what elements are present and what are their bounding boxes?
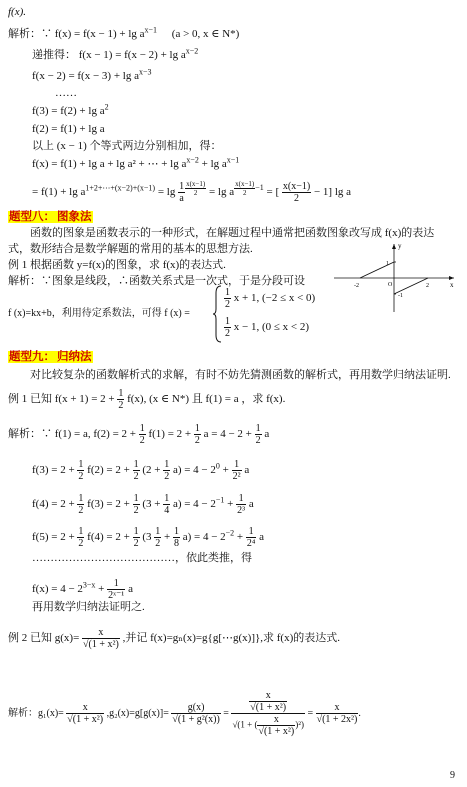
frac-compound: $\frac{x}{\text{√(1 + x²)}}$ √(1 + ( $\frac{x}{\text{√(1 + x²)}}$ )²) bbox=[232, 690, 304, 737]
line-ellipsis: …… bbox=[55, 87, 77, 99]
result-f: − 1] lg a bbox=[311, 186, 352, 198]
y-axis-arrow-icon bbox=[392, 244, 396, 249]
section-9-para: 对比较复杂的函数解析式的求解，有时不妨先猜测函数的解析式，再用数学归纳法证明. bbox=[30, 369, 451, 381]
frac-one-over-a: $\frac{1}{a}$ bbox=[179, 180, 185, 204]
piecewise-intro: f (x)=kx+b，利用待定系数法，可得 f (x) = bbox=[8, 308, 190, 319]
result-d: = lg a bbox=[206, 186, 235, 198]
section-9-example-2: 例 2 已知 g(x)= $\frac{x}{\text{√(1 + x²)}}$ ,并记 f(x)=gₙ(x)=g{g[⋯g(x)]},求 f(x)的表达式. bbox=[8, 627, 341, 650]
step-f3: f(3) = 2 + $\frac{1}{2}$ f(2) = 2 + $\frac{1}{2}$ (2 + $\frac{1}{2}$ $a) = 4 - 2^0$ + $\frac{1}{\text{2²}}$ a bbox=[32, 459, 250, 482]
section-9-example-1: 例 1 已知 f(x + 1) = 2 + $\frac{1}{2}$ f(x), (x ∈ N*) 且 f(1) = a ，求 f(x). bbox=[8, 388, 286, 411]
x-axis-label: x bbox=[450, 281, 454, 289]
origin-label: O bbox=[388, 282, 393, 288]
frac-g: $\frac{x}{\text{√(1 + x²)}}$ bbox=[83, 627, 119, 650]
f3-exp: 2 bbox=[104, 102, 109, 112]
sum-exp-1: x−2 bbox=[186, 155, 199, 165]
line-f3 bbox=[32, 104, 109, 118]
result-exp-frac-2: x(x−1) 2 −1 bbox=[235, 180, 264, 197]
line-result bbox=[32, 180, 351, 204]
section-8-label: 题型八： bbox=[9, 211, 55, 223]
step-dots: …………………………………，依此类推，得 bbox=[32, 552, 252, 564]
section-8-heading bbox=[8, 210, 93, 224]
section-9-label: 题型九： bbox=[9, 351, 55, 363]
line-step-2 bbox=[32, 69, 152, 83]
step-f5: f(5) = 2 + $\frac{1}{2}$ f(4) = 2 + $\frac{1}{2}$ (3 $\frac{1}{2}$ + $\frac{1}{8}$ $a) = 4 - 2^{-2}$ + $\frac{1}{\text{2⁴}}$ a bbox=[32, 526, 265, 549]
line-summation-note: 以上 (x − 1) 个等式两边分别相加，得： bbox=[32, 140, 222, 152]
x-axis-arrow-icon bbox=[449, 276, 454, 280]
line-f2: f(2) = f(1) + lg a bbox=[32, 123, 105, 135]
page-number: 9 bbox=[450, 770, 455, 781]
section-8-example: 例 1 根据函数 y=f(x)的图象，求 f(x)的表达式. bbox=[8, 259, 226, 271]
result-a: = f(1) + lg a bbox=[32, 186, 86, 198]
line-fx: f(x). bbox=[8, 6, 27, 18]
step-proof: 再用数学归纳法证明之. bbox=[32, 601, 145, 613]
piecewise-brace bbox=[213, 285, 223, 348]
sum-text: f(x) = f(1) + lg a + lg a² + ⋯ + lg a bbox=[32, 158, 187, 170]
result-e: = [ bbox=[263, 186, 280, 198]
sum-mid: + lg a bbox=[198, 158, 227, 170]
y-axis-label: y bbox=[398, 242, 402, 250]
section-8-title: 图象法 bbox=[57, 211, 92, 223]
step-2-exp: x−3 bbox=[138, 67, 152, 77]
sum-exp-2: x−1 bbox=[226, 155, 240, 165]
step-f2: 解析：∵ f(1) = a, f(2) = 2 + $\frac{1}{2}$ f(1) = 2 + $\frac{1}{2}$ a = 4 − 2 + $\frac{1}{2}$ a bbox=[8, 423, 270, 446]
tick-neg1: -1 bbox=[398, 293, 403, 299]
section-9-heading bbox=[8, 350, 93, 364]
line-sum bbox=[32, 157, 239, 171]
step-2-text: f(x − 2) = f(x − 3) + lg a bbox=[32, 70, 139, 82]
line-step-1 bbox=[32, 48, 198, 62]
piecewise-graph bbox=[330, 240, 460, 315]
recurrence-text: 解析：∵ f(x) = f(x − 1) + lg a bbox=[8, 28, 145, 40]
section-8-para-2: 式，数形结合是数学解题的常用的基本的思想方法. bbox=[8, 243, 253, 255]
segment-right bbox=[394, 278, 428, 294]
step-1-text: 递推得： f(x − 1) = f(x − 2) + lg a bbox=[32, 49, 186, 61]
step-1-exp: x−2 bbox=[185, 46, 199, 56]
frac-xx1: $\frac{x(x-1)}{2}$ bbox=[282, 180, 311, 204]
frac-half: $\frac{1}{2}$ bbox=[118, 388, 124, 411]
step-f4: f(4) = 2 + $\frac{1}{2}$ f(3) = 2 + $\frac{1}{2}$ (3 + $\frac{1}{4}$ $a) = 4 - 2^{-1}$ + $\frac{1}{\text{2³}}$ a bbox=[32, 493, 254, 516]
frac-half: $\frac{1}{2}$ bbox=[225, 316, 230, 339]
tick-neg2: -2 bbox=[354, 283, 359, 289]
f3-text: f(3) = f(2) + lg a bbox=[32, 105, 105, 117]
piecewise-case-1: $\frac{1}{2}$ x + 1, (−2 ≤ x < 0) bbox=[225, 287, 316, 310]
section-9-analysis-2: 解析：g₁(x)= $\frac{x}{\text{√(1 + x²)}}$ ,g₂(x)=g[g(x)]= $\frac{g(x)}{\text{√(1 + g²(x))}}$ = $\frac{x}{\text{√(1 + x²)}}$ √(1 + ( $\frac{x}{\text{√(1 + x²)}}$ )²) = $\frac{x}{\text{√(1 + 2x²)}}$ . bbox=[8, 690, 361, 737]
section-9-title: 归纳法 bbox=[57, 351, 92, 363]
frac-half: $\frac{1}{2}$ bbox=[225, 287, 230, 310]
line-recurrence bbox=[8, 27, 239, 41]
step-result: $f(x) = 4 - 2^{3-x}$ + $\frac{1}{\text{2ˣ⁻¹}}$ a bbox=[32, 578, 133, 601]
recurrence-condition: (a > 0, x ∈ N*) bbox=[171, 28, 240, 40]
section-8-para-1: 函数的图象是函数表示的一种形式，在解题过程中通常把函数图象改写成 f(x)的表达 bbox=[30, 227, 435, 239]
result-exp-frac: x(x−1) 2 bbox=[186, 180, 206, 197]
result-exp: 1+2+⋯+(x−2)+(x−1) bbox=[85, 183, 156, 193]
section-8-analysis: 解析：∵图象是线段，∴函数关系式是一次式，于是分段可设 bbox=[8, 275, 305, 287]
tick-1: 1 bbox=[386, 261, 389, 267]
result-b: = lg bbox=[155, 186, 176, 198]
piecewise-case-2: $\frac{1}{2}$ x − 1, (0 ≤ x < 2) bbox=[225, 316, 310, 339]
recurrence-exp: x−1 bbox=[144, 25, 158, 35]
tick-2: 2 bbox=[426, 283, 429, 289]
